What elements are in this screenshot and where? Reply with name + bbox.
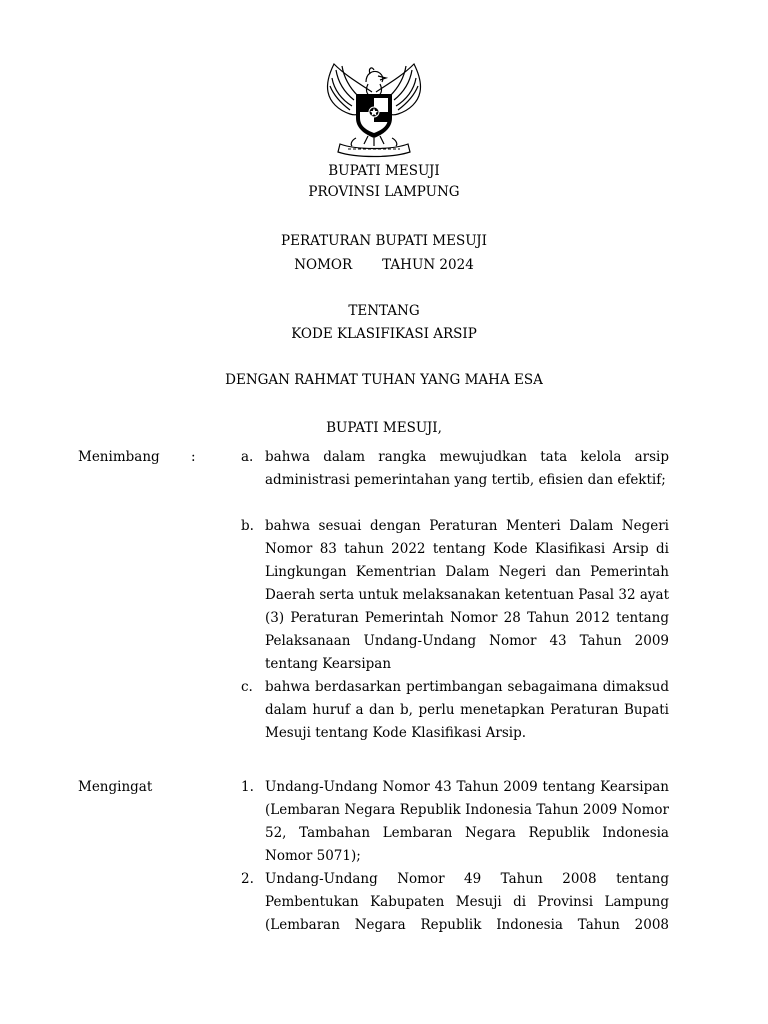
mengingat-item-1 [241,776,669,868]
item-text: bahwa dalam rangka mewujudkan tata kelola arsip administrasi pemerintahan yang tertib, efisien dan efektif; [265,449,669,488]
invocation-line: DENGAN RAHMAT TUHAN YANG MAHA ESA [225,372,543,388]
item-marker: 2. [241,871,254,887]
menimbang-item-b [241,515,669,676]
menimbang-item-a [241,446,669,492]
item-text: bahwa sesuai dengan Peraturan Menteri Dalam Negeri Nomor 83 tahun 2022 tentang Kode Klasifikasi Arsip di Lingkungan Kementrian Dalam Negeri dan Pemerintah Daerah serta untuk melaksanakan ketentuan Pasal 32 ayat (3) Peraturan Pemerintah Nomor 28 Tahun 2012 tentang Pelaksanaan Undang-Undang Nomor 43 Tahun 2009 tentang Kearsipan [265,518,669,672]
regulation-number: NOMOR TAHUN 2024 [294,257,474,273]
garuda-pancasila-emblem-icon [316,58,432,158]
regulation-subject: KODE KLASIFIKASI ARSIP [291,326,477,342]
item-text: Undang-Undang Nomor 43 Tahun 2009 tentang Kearsipan (Lembaran Negara Republik Indonesia Tahun 2009 Nomor 52, Tambahan Lembaran Negara Republik Indonesia Nomor 5071); [265,779,669,864]
menimbang-item-c [241,676,669,745]
item-text: bahwa berdasarkan pertimbangan sebagaimana dimaksud dalam huruf a dan b, perlu menetapkan Peraturan Bupati Mesuji tentang Kode Klasifikasi Arsip. [265,679,669,741]
item-marker: b. [241,518,254,534]
document-title: BUPATI MESUJI [328,163,440,179]
about-label: TENTANG [348,303,420,319]
item-marker: c. [241,679,253,695]
regulation-title: PERATURAN BUPATI MESUJI [281,233,487,249]
menimbang-colon: : [191,449,196,465]
authority-line: BUPATI MESUJI, [326,420,442,436]
item-marker: 1. [241,779,254,795]
item-marker: a. [241,449,254,465]
menimbang-label: Menimbang [78,449,160,465]
province-name: PROVINSI LAMPUNG [308,184,460,200]
mengingat-label: Mengingat [78,779,153,795]
item-text: Undang-Undang Nomor 49 Tahun 2008 tentang Pembentukan Kabupaten Mesuji di Provinsi Lampung (Lembaran Negara Republik Indonesia Tahun 2008 [265,871,669,933]
mengingat-item-2 [241,868,669,937]
